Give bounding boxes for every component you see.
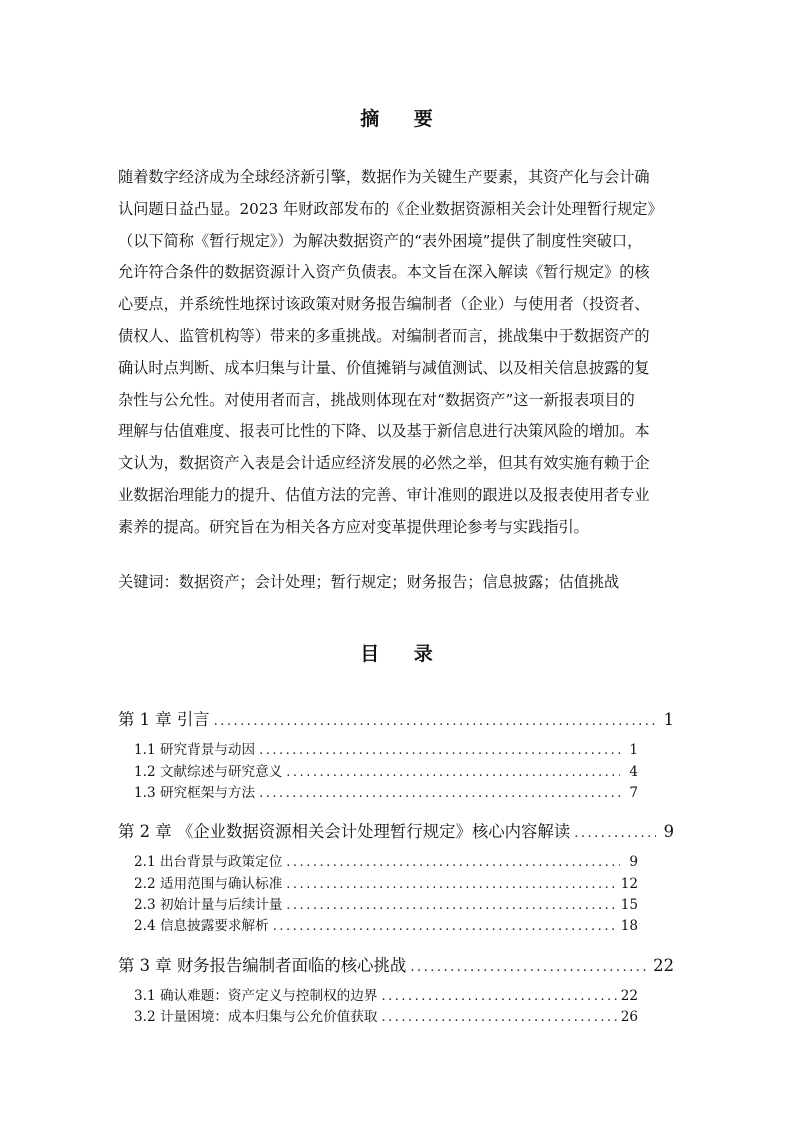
toc-leader-dots [259,743,620,758]
toc-section-label: 3.1 确认难题：资产定义与控制权的边界 [134,988,378,1004]
keywords: 关键词：数据资产；会计处理；暂行规定；财务报告；信息披露；估值挑战 [118,573,620,591]
toc-page-number: 26 [620,1009,638,1025]
toc-leader-dots [381,1010,616,1025]
toc-leader-dots [259,786,620,801]
toc-section-2-1[interactable] [134,850,638,870]
toc-leader-dots [410,960,649,975]
toc-chapter-label: 第 1 章 引言 [118,710,210,729]
abstract-line: 素养的提高。研究旨在为相关各方应对变革提供理论参考与实践指引。 [118,517,589,536]
abstract-line: 允许符合条件的数据资源计入资产负债表。本文旨在深入解读《暂行规定》的核 [118,263,650,282]
toc-section-label: 1.1 研究背景与动因 [134,742,256,758]
toc-chapter-2[interactable] [118,818,674,842]
toc-section-2-3[interactable] [134,893,638,913]
abstract-line: 心要点，并系统性地探讨该政策对财务报告编制者（企业）与使用者（投资者、 [118,295,650,314]
toc-section-1-1[interactable] [134,738,638,758]
toc-page-number: 12 [620,876,638,892]
toc-page-number: 9 [663,822,674,841]
abstract-line: 理解与估值难度、报表可比性的下降、以及基于新信息进行决策风险的增加。本 [118,422,650,441]
toc-page-number: 9 [629,854,638,870]
toc-chapter-label: 第 3 章 财务报告编制者面临的核心挑战 [118,956,407,975]
toc-section-label: 2.3 初始计量与后续计量 [134,897,283,913]
toc-section-3-1[interactable] [134,984,638,1004]
toc-leader-dots [286,877,616,892]
toc-page-number: 22 [653,956,674,975]
toc-section-2-2[interactable] [134,872,638,892]
toc-leader-dots [214,714,656,729]
toc-section-1-2[interactable] [134,760,638,780]
toc-section-label: 1.2 文献综述与研究意义 [134,764,283,780]
abstract-line: （以下简称《暂行规定》）为解决数据资产的“表外困境”提供了制度性突破口， [118,231,643,250]
toc-leader-dots [574,826,656,841]
abstract-line: 文认为，数据资产入表是会计适应经济发展的必然之举，但其有效实施有赖于企 [118,454,650,473]
abstract-line: 随着数字经济成为全球经济新引擎，数据作为关键生产要素，其资产化与会计确 [118,168,650,186]
toc-leader-dots [286,765,620,780]
toc-page-number: 22 [620,988,638,1004]
abstract-line: 业数据治理能力的提升、估值方法的完善、审计准则的跟进以及报表使用者专业 [118,485,650,504]
abstract-line: 杂性与公允性。对使用者而言，挑战则体现在对“数据资产”这一新报表项目的 [118,390,635,409]
toc-section-label: 1.3 研究框架与方法 [134,785,256,801]
abstract-body [118,162,676,544]
toc-section-label: 2.4 信息披露要求解析 [134,918,269,934]
abstract-line: 确认时点判断、成本归集与计量、价值摊销与减值测试、以及相关信息披露的复 [118,358,650,377]
toc-leader-dots [286,855,620,870]
toc-leader-dots [273,919,617,934]
toc-title: 目 录 [360,643,447,665]
abstract-line: 认问题日益凸显。2023 年财政部发布的《企业数据资源相关会计处理暂行规定》 [118,199,663,218]
toc-section-label: 2.2 适用范围与确认标准 [134,876,283,892]
toc-section-label: 2.1 出台背景与政策定位 [134,854,283,870]
toc-section-label: 3.2 计量困境：成本归集与公允价值获取 [134,1009,378,1025]
toc-leader-dots [286,898,616,913]
toc-section-3-2[interactable] [134,1005,638,1025]
toc-section-1-3[interactable] [134,781,638,801]
toc-page-number: 7 [629,785,638,801]
toc-page-number: 1 [663,710,674,729]
abstract-line: 债权人、监管机构等）带来的多重挑战。对编制者而言，挑战集中于数据资产的 [118,326,650,345]
toc-page-number: 18 [620,918,638,934]
toc-page-number: 1 [629,742,638,758]
abstract-title: 摘 要 [360,108,447,130]
toc-section-2-4[interactable] [134,914,638,934]
toc-chapter-label: 第 2 章 《企业数据资源相关会计处理暂行规定》核心内容解读 [118,822,571,841]
toc-chapter-3[interactable] [118,952,674,976]
toc-page-number: 15 [620,897,638,913]
toc-chapter-1[interactable] [118,706,674,730]
toc-page-number: 4 [629,764,638,780]
toc-leader-dots [381,989,616,1004]
